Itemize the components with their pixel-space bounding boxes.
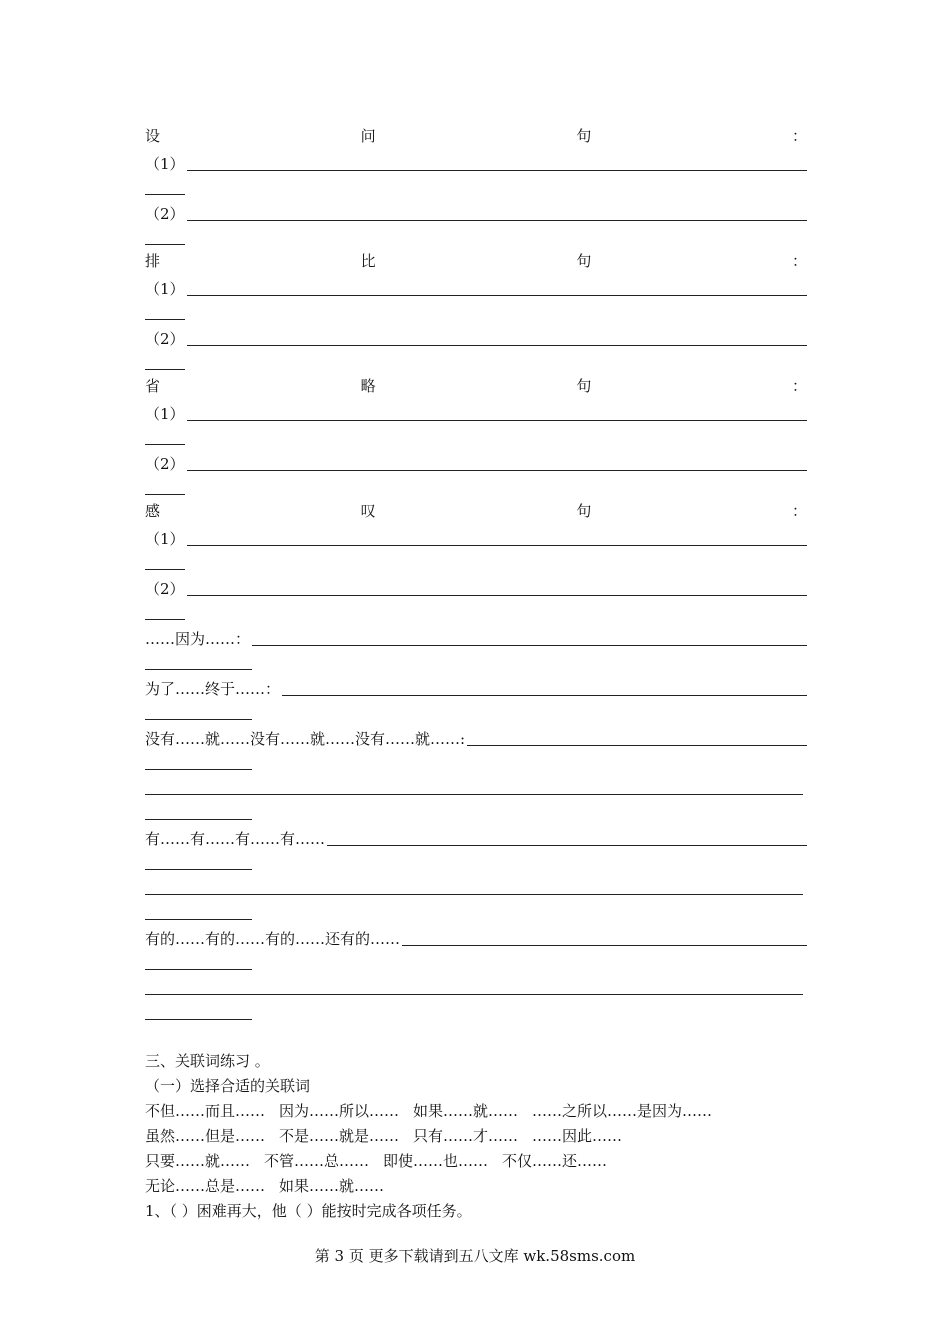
answer-row[interactable]: [145, 324, 807, 349]
answer-line-continuation: [145, 549, 807, 574]
heading-char: 句: [576, 377, 592, 395]
answer-number: （2）: [145, 330, 185, 348]
answer-row[interactable]: [145, 199, 807, 224]
answer-line-continuation: [145, 749, 807, 774]
answer-line-continuation: [145, 174, 807, 199]
extra-answer-line: [145, 874, 807, 899]
heading-char: 问: [360, 127, 376, 145]
sentence-type-heading: [145, 249, 807, 274]
heading-char: 句: [576, 252, 592, 270]
answer-line[interactable]: [145, 494, 185, 495]
answer-line[interactable]: [187, 403, 807, 421]
pattern-label: 没有……就……没有……就……没有……就……:: [145, 730, 466, 748]
answer-line-continuation: [145, 299, 807, 324]
answer-line-continuation: [145, 699, 807, 724]
answer-line[interactable]: [145, 794, 803, 795]
answer-line-continuation: [145, 799, 807, 824]
answer-line-continuation: [145, 999, 807, 1024]
answer-line[interactable]: [145, 919, 252, 920]
pattern-row[interactable]: [145, 924, 807, 949]
conjunction-option: 只要……就……: [145, 1152, 251, 1170]
answer-line[interactable]: [187, 203, 807, 221]
answer-line[interactable]: [145, 969, 252, 970]
heading-char: 比: [360, 252, 376, 270]
pattern-row[interactable]: [145, 724, 807, 749]
conjunction-option-row: [145, 1149, 807, 1174]
heading-char: 省: [145, 377, 161, 395]
answer-line-continuation: [145, 474, 807, 499]
answer-row[interactable]: [145, 524, 807, 549]
answer-line[interactable]: [187, 453, 807, 471]
conjunction-option: 不但……而且……: [145, 1102, 266, 1120]
pattern-row[interactable]: [145, 674, 807, 699]
conjunction-option-row: [145, 1099, 807, 1124]
answer-line[interactable]: [252, 628, 807, 646]
answer-line[interactable]: [187, 153, 807, 171]
conjunction-option: 无论……总是……: [145, 1177, 266, 1195]
worksheet-page: [145, 124, 807, 1224]
pattern-label: ……因为……：: [145, 630, 251, 648]
answer-line-continuation: [145, 424, 807, 449]
answer-line[interactable]: [145, 244, 185, 245]
heading-char: 排: [145, 252, 161, 270]
answer-line[interactable]: [145, 194, 185, 195]
answer-line-continuation: [145, 349, 807, 374]
sentence-types-section: [145, 124, 807, 624]
answer-line[interactable]: [282, 678, 807, 696]
conjunction-option: 虽然……但是……: [145, 1127, 266, 1145]
heading-char: ：: [791, 127, 807, 145]
pattern-row[interactable]: [145, 624, 807, 649]
answer-row[interactable]: [145, 274, 807, 299]
answer-number: （2）: [145, 205, 185, 223]
answer-number: （1）: [145, 405, 185, 423]
answer-line[interactable]: [145, 994, 803, 995]
answer-line[interactable]: [187, 578, 807, 596]
page-footer: 第 3 页 更多下载请到五八文库 wk.58sms.com: [314, 1247, 636, 1265]
conjunction-option: ……因此……: [532, 1127, 623, 1145]
heading-char: ：: [791, 252, 807, 270]
heading-char: 句: [576, 127, 592, 145]
answer-line[interactable]: [145, 669, 252, 670]
answer-line[interactable]: [145, 894, 803, 895]
answer-number: （1）: [145, 280, 185, 298]
answer-line-continuation: [145, 599, 807, 624]
conjunction-option-row: [145, 1174, 807, 1199]
spacer: [145, 1024, 807, 1049]
extra-answer-line: [145, 774, 807, 799]
answer-number: （2）: [145, 580, 185, 598]
section-title: 三、关联词练习 。: [145, 1052, 270, 1070]
answer-line[interactable]: [327, 828, 807, 846]
answer-line[interactable]: [402, 928, 807, 946]
answer-line-continuation: [145, 649, 807, 674]
answer-line-continuation: [145, 899, 807, 924]
conjunction-option: ……之所以……是因为……: [532, 1102, 713, 1120]
answer-row[interactable]: [145, 449, 807, 474]
answer-line[interactable]: [145, 444, 185, 445]
heading-char: 略: [360, 377, 376, 395]
question-1: 1、（ ）困难再大，他（ ）能按时完成各项任务。: [145, 1202, 472, 1220]
extra-answer-line: [145, 974, 807, 999]
answer-line[interactable]: [145, 719, 252, 720]
pattern-label: 有的……有的……有的……还有的……: [145, 930, 401, 948]
conjunction-option: 只有……才……: [413, 1127, 519, 1145]
answer-line[interactable]: [145, 769, 252, 770]
answer-line[interactable]: [187, 528, 807, 546]
answer-line[interactable]: [187, 278, 807, 296]
pattern-row[interactable]: [145, 824, 807, 849]
answer-row[interactable]: [145, 399, 807, 424]
answer-line[interactable]: [145, 1019, 252, 1020]
answer-line[interactable]: [467, 728, 807, 746]
answer-line-continuation: [145, 224, 807, 249]
heading-char: 叹: [360, 502, 376, 520]
conjunction-option-row: [145, 1124, 807, 1149]
conjunction-option: 如果……就……: [279, 1177, 385, 1195]
answer-line[interactable]: [145, 869, 252, 870]
heading-char: 句: [576, 502, 592, 520]
answer-row[interactable]: [145, 149, 807, 174]
answer-line[interactable]: [187, 328, 807, 346]
conjunction-options: [145, 1099, 807, 1199]
sentence-patterns-section: [145, 624, 807, 1024]
conjunction-option: 不仅……还……: [502, 1152, 608, 1170]
answer-line[interactable]: [145, 369, 185, 370]
sentence-type-heading: [145, 499, 807, 524]
pattern-label: 有……有……有……有……: [145, 830, 326, 848]
answer-number: （1）: [145, 530, 185, 548]
conjunction-option: 即使……也……: [383, 1152, 489, 1170]
conjunction-option: 因为……所以……: [279, 1102, 400, 1120]
conjunction-option: 不管……总……: [264, 1152, 370, 1170]
heading-char: ：: [791, 502, 807, 520]
answer-line[interactable]: [145, 569, 185, 570]
answer-line-continuation: [145, 849, 807, 874]
heading-char: 感: [145, 502, 161, 520]
answer-line-continuation: [145, 949, 807, 974]
conjunction-option: 如果……就……: [413, 1102, 519, 1120]
sentence-type-heading: [145, 124, 807, 149]
heading-char: ：: [791, 377, 807, 395]
answer-line[interactable]: [145, 619, 185, 620]
answer-line[interactable]: [145, 819, 252, 820]
heading-char: 设: [145, 127, 161, 145]
section-subtitle: （一）选择合适的关联词: [145, 1077, 311, 1095]
pattern-label: 为了……终于……：: [145, 680, 281, 698]
answer-number: （1）: [145, 155, 185, 173]
answer-line[interactable]: [145, 319, 185, 320]
sentence-type-heading: [145, 374, 807, 399]
conjunction-option: 不是……就是……: [279, 1127, 400, 1145]
answer-row[interactable]: [145, 574, 807, 599]
answer-number: （2）: [145, 455, 185, 473]
